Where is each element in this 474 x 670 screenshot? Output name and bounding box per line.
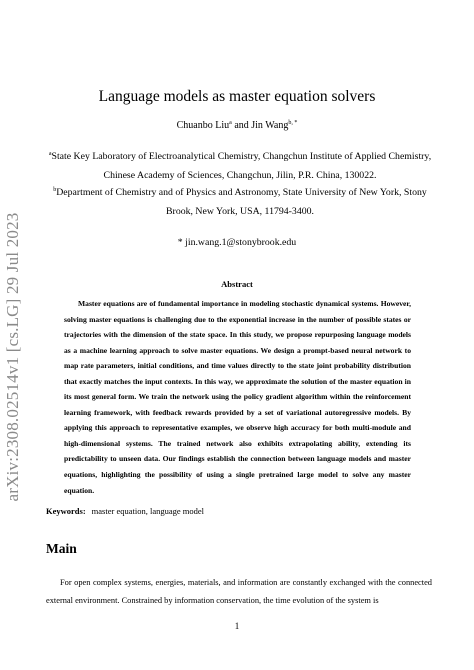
author-2-affiliation-mark: b, * [288,120,298,126]
affiliation-a [40,147,440,185]
arxiv-stamp: arXiv:2308.02514v1 [cs.LG] 29 Jul 2023 [3,212,22,502]
affiliation-a-text: State Key Laboratory of Electroanalytical Chemistry, Changchun Institute of Applied Chemistry, Chinese Academy of Sciences, Changchun, Jilin, P.R. China, 130022. [51,151,432,181]
author-1-name: Chuanbo Liu [176,120,230,131]
author-2-name: Jin Wang [251,120,289,131]
affiliation-b-mark: b [53,187,57,193]
author-line [0,120,474,131]
abstract-body: Master equations are of fundamental importance in modeling stochastic dynamical systems. However, solving master equations is challenging due to the exponential increase in the number of possible states or trajectories with the dimension of the state space. In this study, we propose repurposing language models as a machine learning approach to solve master equations. We design a prompt-based neural network to map rate parameters, initial conditions, and time values directly to the state joint probability distribution that exactly matches the input contexts. In this way, we approximate the solution of the master equation in its most general form. We train the network using the policy gradient algorithm within the reinforcement learning framework, with feedback rewards provided by a set of variational autoregressive models. By applying this approach to representative examples, we observe high accuracy for both multi-module and high-dimensional systems. The trained network also exhibits extrapolating ability, extending its predictability to unseen data. Our findings establish the connection between language models and master equations, highlighting the possibility of using a single pretrained large model to solve any master equation. [64,299,411,495]
affiliation-b [40,183,440,221]
affiliation-a-mark: a [48,151,52,157]
author-1-affiliation-mark: a [229,120,232,126]
author-connector: and [231,120,252,131]
affiliation-b-text: Department of Chemistry and of Physics and Astronomy, State University of New York, Stony Brook, New York, USA, 11794-3400. [56,187,427,217]
page-number: 1 [234,621,240,631]
keywords-label: Keywords: [46,506,86,516]
corresponding-email: * jin.wang.1@stonybrook.edu [177,237,297,248]
paper-title: Language models as master equation solvers [98,88,376,105]
section-heading-main: Main [46,541,77,556]
abstract-heading: Abstract [221,279,253,289]
intro-paragraph: For open complex systems, energies, materials, and information are constantly exchanged with the connected external environment. Constrained by information conservation, the time evolution of the system is [46,578,432,605]
keywords-line [46,506,204,516]
keywords-text: master equation, language model [91,506,205,516]
